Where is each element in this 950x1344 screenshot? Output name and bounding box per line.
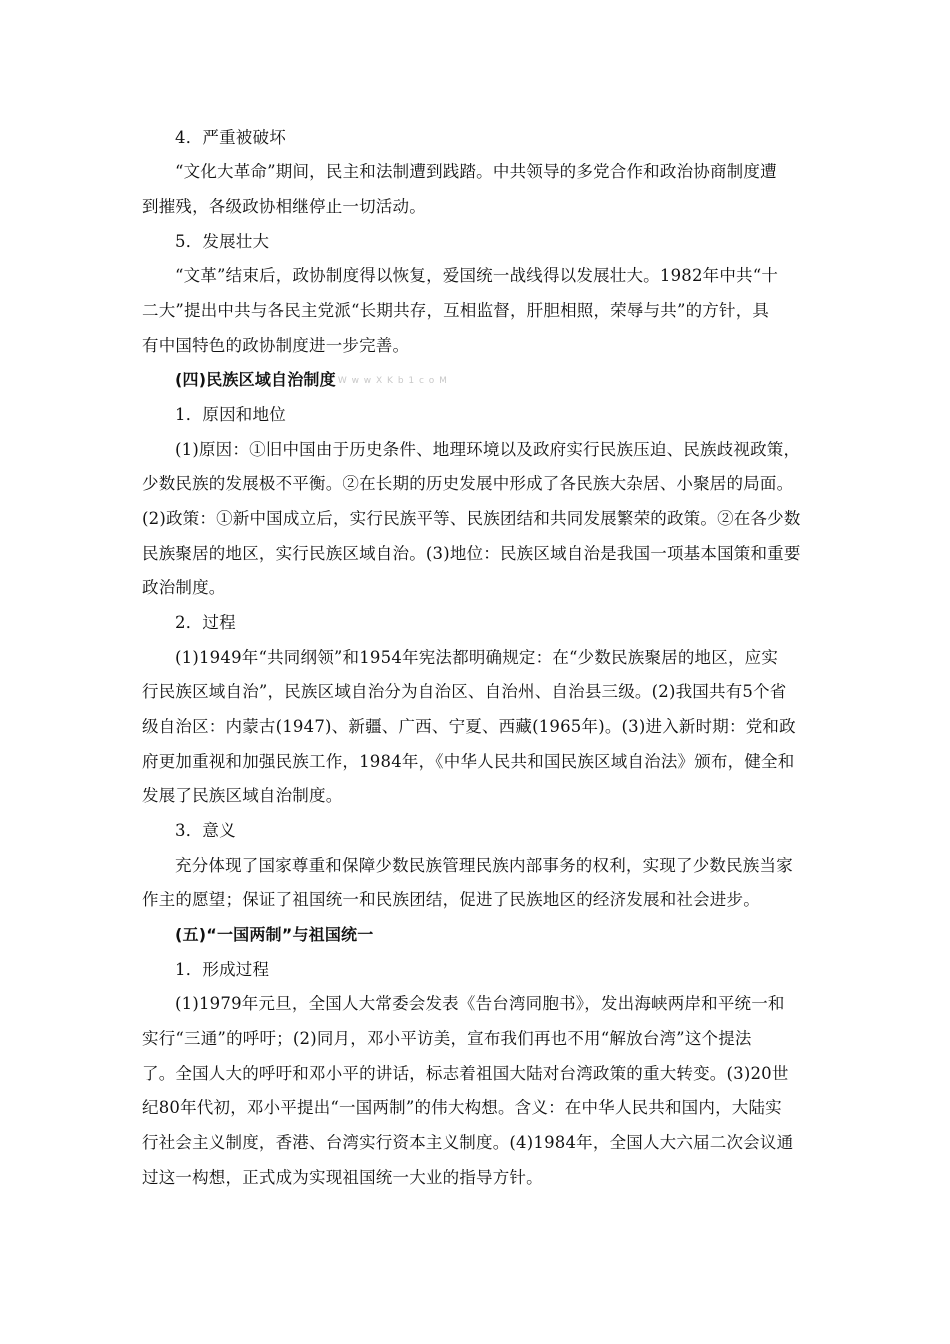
watermark-text: W w w X K b 1 c o M <box>337 376 448 386</box>
paragraph-line: (1)1949年“共同纲领”和1954年宪法都明确规定：在“少数民族聚居的地区，应实 <box>175 648 779 667</box>
paragraph-line: (1)1979年元旦，全国人大常委会发表《告台湾同胞书》，发出海峡两岸和平统一和 <box>175 994 785 1013</box>
section-subheading: 3．意义 <box>175 821 236 840</box>
section-heading-text: (四)民族区域自治制度 <box>175 370 336 389</box>
section-subheading: 1．形成过程 <box>175 960 270 979</box>
paragraph-line: 级自治区：内蒙古(1947)、新疆、广西、宁夏、西藏(1965年)。(3)进入新时期：党和政 <box>142 717 796 736</box>
paragraph-line: 府更加重视和加强民族工作，1984年，《中华人民共和国民族区域自治法》颁布，健全和 <box>142 752 795 771</box>
section-heading: (五)“一国两制”与祖国统一 <box>175 925 374 944</box>
paragraph-line: 到摧残，各级政协相继停止一切活动。 <box>142 197 426 216</box>
paragraph-line: 作主的愿望；保证了祖国统一和民族团结，促进了民族地区的经济发展和社会进步。 <box>142 890 760 909</box>
paragraph-line: (2)政策：①新中国成立后，实行民族平等、民族团结和共同发展繁荣的政策。②在各少数 <box>142 509 801 528</box>
paragraph-line: 二大”提出中共与各民主党派“长期共存，互相监督，肝胆相照，荣辱与共”的方针，具 <box>142 301 770 320</box>
section-subheading: 2．过程 <box>175 613 236 632</box>
paragraph-line: 实行“三通”的呼吁；(2)同月，邓小平访美，宣布我们再也不用“解放台湾”这个提法 <box>142 1029 752 1048</box>
section-heading <box>175 368 448 393</box>
paragraph-line: “文革”结束后，政协制度得以恢复，爱国统一战线得以发展壮大。1982年中共“十 <box>175 266 779 285</box>
paragraph-line: (1)原因：①旧中国由于历史条件、地理环境以及政府实行民族压迫、民族歧视政策， <box>175 440 801 459</box>
paragraph-line: 有中国特色的政协制度进一步完善。 <box>142 336 410 355</box>
section-subheading: 5．发展壮大 <box>175 232 270 251</box>
paragraph-line: “文化大革命”期间，民主和法制遭到践踏。中共领导的多党合作和政治协商制度遭 <box>175 162 777 181</box>
section-subheading: 1．原因和地位 <box>175 405 286 424</box>
paragraph-line: 少数民族的发展极不平衡。②在长期的历史发展中形成了各民族大杂居、小聚居的局面。 <box>142 474 794 493</box>
paragraph-line: 了。全国人大的呼吁和邓小平的讲话，标志着祖国大陆对台湾政策的重大转变。(3)20世 <box>142 1064 789 1083</box>
paragraph-line: 发展了民族区域自治制度。 <box>142 786 343 805</box>
paragraph-line: 充分体现了国家尊重和保障少数民族管理民族内部事务的权利，实现了少数民族当家 <box>175 856 793 875</box>
paragraph-line: 行社会主义制度，香港、台湾实行资本主义制度。(4)1984年，全国人大六届二次会议通 <box>142 1133 794 1152</box>
section-subheading: 4．严重被破坏 <box>175 128 286 147</box>
paragraph-line: 纪80年代初，邓小平提出“一国两制”的伟大构想。含义：在中华人民共和国内，大陆实 <box>142 1098 782 1117</box>
paragraph-line: 政治制度。 <box>142 578 226 597</box>
paragraph-line: 行民族区域自治”，民族区域自治分为自治区、自治州、自治县三级。(2)我国共有5个省 <box>142 682 787 701</box>
paragraph-line: 民族聚居的地区，实行民族区域自治。(3)地位：民族区域自治是我国一项基本国策和重要 <box>142 544 801 563</box>
paragraph-line: 过这一构想，正式成为实现祖国统一大业的指导方针。 <box>142 1168 543 1187</box>
